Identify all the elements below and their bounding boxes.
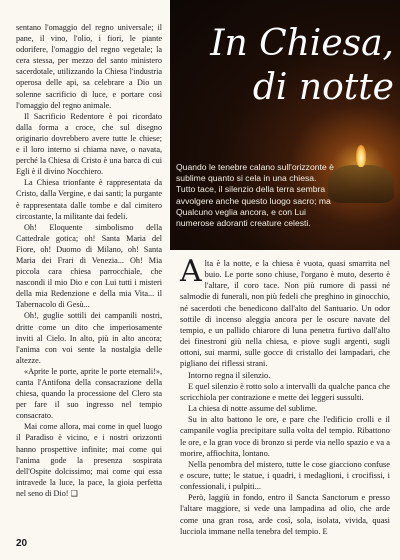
left-paragraph-5: Oh!, guglie sottili dei campanili nostri, dritte come un dito che imperiosamente inviti al Cielo. In alto, più in alto ancora; l'anima con voi sente la nostalgia delle altezze. <box>16 311 162 365</box>
right-paragraph-4: La chiesa di notte assume del sublime. <box>188 404 318 414</box>
left-paragraph-7 <box>16 421 162 499</box>
right-column <box>180 254 390 537</box>
left-paragraph-2: Il Sacrificio Redentore è poi ricordato dalla forma a croce, che sul disegno originario dovrebbero avere tutte le chiese; e il loro interno si chiama nave, o navata, perché la Chiesa di Cristo è una barca di cui Egli è il divino Nocchiero. <box>16 111 162 177</box>
right-paragraph-7: Però, laggiù in fondo, entro il Sancta Sanctorum e presso l'altare maggiore, si vede una lampadina ad olio, che arde come una gran rosa, arde così, sola, isolata, vivida, quasi lucciola immane nella tenebra del tempio. E <box>180 493 390 536</box>
left-paragraph-6: «Aprite le porte, aprite le porte eternali!», canta l'Antifona della consacrazione della chiesa, quando la processione del Clero sta per fare il suo ingresso nel tempio consacrato. <box>16 366 162 421</box>
title-line-2: di notte <box>252 67 394 108</box>
right-paragraph-2: Intorno regna il silenzio. <box>188 370 271 380</box>
left-paragraph-3: La Chiesa trionfante è rappresentata da Cristo, dalla Vergine, e dai santi; la purgante è rappresentata dalle tombe e dal cimitero circostante, la militante dai fedeli. <box>16 178 162 221</box>
article-title <box>170 22 394 110</box>
right-paragraph-5: Su in alto battono le ore, e pare che l'edificio crolli e il campanile voglia precipitare sulla volta del tempio. Ribattono le ore, e la gran voce di bronzo si perde via nello spazio e va a morire, affiochita, lontano. <box>180 415 390 458</box>
right-paragraph-1 <box>180 254 390 370</box>
oil-lamp-shape <box>328 165 394 203</box>
end-square-icon: ❑ <box>70 488 78 498</box>
left-paragraph-1: sentano l'omaggio del regno universale; il pane, il vino, l'olio, i fiori, le piante odorifere, l'omaggio del regno vegetale; la cera stessa, per mezzo del santo ministero sacerdotale, utilizzando la Chiesa l'industria operosa delle api, sa celebrare a Dio un solenne sacrificio di luce, e portare così l'omaggio del regno animale. <box>16 23 162 110</box>
left-paragraph-7-text: Mai come allora, mai come in quel luogo il Paradiso è vicino, e i nostri orizzonti hanno prospettive infinite; mai come qui l'anima gode la presenza sospirata dell'Ospite dolcissimo; mai come qui essa intravede la luce, la pace, la gioia perfetta nel seno di Dio! <box>16 422 162 498</box>
right-paragraph-6: Nella penombra del mistero, tutte le cose giacciono confuse e oscure, tutte; le statue, i quadri, i medaglioni, i crocifissi, i confessionali, i pulpiti... <box>180 459 390 492</box>
right-paragraph-1-text: lta è la notte, e la chiesa è vuota, quasi smarrita nel buio. Le porte sono chiuse, l'organo è muto, deserto è l'altare, il coro tace. Non più rumore di passi né salmodie di funerali, non più fedeli che preghino in ginocchio, né sacerdoti che benedicono dall'alto del Santuario. Un odor sottile di incenso aleggia ancora per le oscure navate del tempio, e un pallido chiarore di luna penetra furtivo dall'alto dei finestroni giù nella chiesa, e piove sugli argenti, sugli ottoni, sui marmi, sulle gocce di cristallo dei lampadari, che pigliano dei riflessi strani. <box>180 259 390 369</box>
page-number: 20 <box>16 538 28 549</box>
intro-text: Quando le tenebre calano sull'orizzonte è sublime quanto si cela in una chiesa. Tutto tace, il silenzio della terra sembra avvolgere anche questo luogo sacro; ma Qualcuno veglia ancora, e con Lui numerose adoranti creature celesti. <box>176 162 334 229</box>
drop-cap: A <box>180 254 202 289</box>
lamp-flame-icon <box>356 145 366 167</box>
right-paragraph-3: E quel silenzio è rotto solo a intervalli da qualche panca che scricchiola per contrazione e mette dei leggeri sussulti. <box>180 381 390 402</box>
candle-photo <box>170 0 400 250</box>
left-column <box>16 22 162 499</box>
title-line-1: In Chiesa, <box>210 23 394 64</box>
left-paragraph-4: Oh! Eloquente simbolismo della Cattedrale gotica; oh! Santa Maria del Fiore, oh! Duomo di Milano, oh! Santa Maria dei Frari di Venezia... Oh! Mia piccola cara chiesa parrocchiale, che nascondi il mio Dio e con Lui tutti i misteri della mia Redenzione e della mia Vita... il Tabernacolo di Gesù... <box>16 222 162 310</box>
